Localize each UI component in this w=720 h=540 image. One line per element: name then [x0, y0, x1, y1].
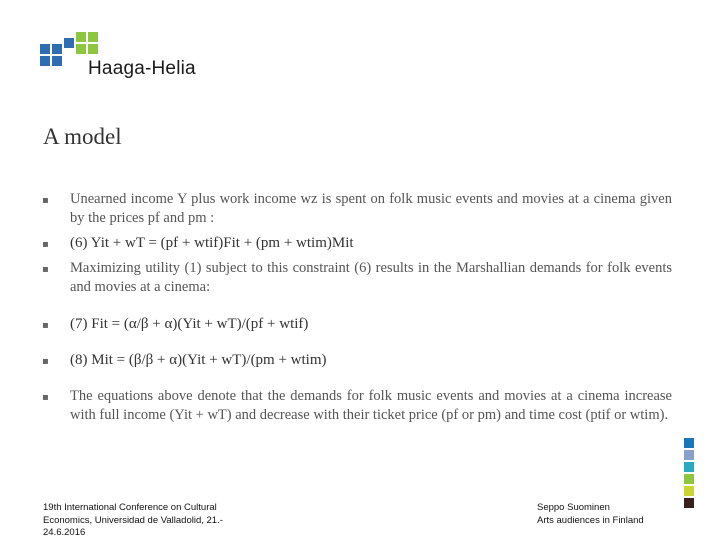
bullet-item: [42, 190, 672, 228]
color-block: [684, 450, 694, 460]
footer-author: [537, 502, 644, 527]
bullet-text: Unearned income Y plus work income wz is spent on folk music events and movies at a cinema given by the prices pf and pm :: [70, 191, 672, 226]
equation-6: (6) Yit + wT = (pf + wtif)Fit + (pm + wtim)Mit: [70, 235, 354, 251]
color-block: [684, 498, 694, 508]
footer-line: Seppo Suominen: [537, 502, 610, 513]
brand-name: Haaga-Helia: [88, 58, 196, 79]
bullet-icon: ▪: [42, 392, 49, 403]
equation-8: (8) Mit = (β/β + α)(Yit + wT)/(pm + wtim): [70, 352, 327, 368]
footer-line: Arts audiences in Finland: [537, 514, 644, 526]
footer-line: 24.6.2016: [43, 527, 86, 538]
bullet-list: [42, 190, 672, 425]
color-block: [684, 474, 694, 484]
bullet-icon: ▪: [42, 356, 49, 367]
footer-line: 19th International Conference on Cultural: [43, 502, 217, 513]
bullet-icon: ▪: [42, 264, 49, 275]
bullet-item: [42, 351, 672, 370]
equation-7: (7) Fit = (α/β + α)(Yit + wT)/(pf + wtif): [70, 316, 309, 332]
footer-line: Economics, Universidad de Valladolid, 21.-: [43, 514, 223, 526]
bullet-item: [42, 387, 672, 425]
bullet-item: [42, 234, 672, 253]
bullet-item: [42, 315, 672, 334]
side-color-bar: [684, 438, 694, 510]
color-block: [684, 486, 694, 496]
bullet-icon: ▪: [42, 320, 49, 331]
slide-title: A model: [43, 124, 122, 149]
bullet-text: Maximizing utility (1) subject to this constraint (6) results in the Marshallian demands for folk events and movies at a cinema:: [70, 260, 672, 295]
color-block: [684, 462, 694, 472]
bullet-icon: ▪: [42, 239, 49, 250]
bullet-text: The equations above denote that the demands for folk music events and movies at a cinema increase with full income (Yit + wT) and decrease with their ticket price (pf or pm) and time cost (ptif or wtim).: [70, 388, 672, 423]
bullet-item: [42, 259, 672, 297]
color-block: [684, 438, 694, 448]
footer-conference: [43, 502, 243, 540]
bullet-icon: ▪: [42, 195, 49, 206]
